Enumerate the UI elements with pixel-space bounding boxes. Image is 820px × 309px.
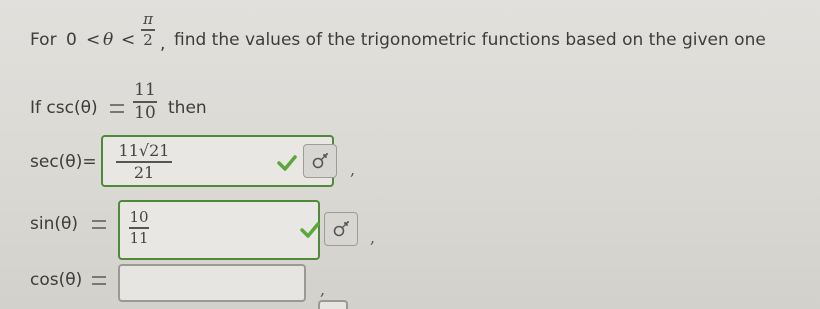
prompt-comma: , [160,34,166,54]
check-icon [277,155,297,171]
equals-sign [110,104,124,113]
sin-answer-numerator: 10 [129,208,149,226]
equals-sign [92,220,106,229]
given-then: then [168,98,207,118]
cos-answer-box[interactable] [118,264,306,302]
cos-math-keypad-button[interactable] [318,300,348,309]
sin-math-keypad-button[interactable] [324,212,358,246]
sec-label: sec(θ)= [30,152,97,172]
sin-answer-fraction [128,210,150,246]
prompt-prefix: For [30,30,57,50]
check-icon [300,222,320,238]
math-keypad-icon [331,219,351,239]
given-numerator: 11 [134,80,156,100]
given-fraction [132,82,158,122]
prompt-lt-2: < [121,30,136,50]
sec-math-keypad-button[interactable] [303,144,337,178]
prompt-lt-1: < [86,30,101,50]
sin-answer-denominator: 11 [129,228,149,247]
sec-answer-box[interactable] [101,135,334,187]
sec-answer-fraction [115,143,173,181]
trailing-comma: , [320,280,326,299]
prompt-text: find the values of the trigonometric functions based on the given one [174,30,766,50]
pi-symbol: π [143,10,153,28]
given-label: If csc(θ) [30,98,98,118]
two-denominator: 2 [143,30,153,49]
given-denominator: 10 [134,102,156,123]
sec-answer-numerator: 11√21 [118,141,170,160]
prompt-theta: θ [103,30,114,50]
equals-sign [92,276,106,285]
sin-answer-box[interactable] [118,200,320,260]
pi-over-two-fraction [140,12,156,48]
prompt-zero: 0 [66,30,77,50]
sec-answer-denominator: 21 [133,162,155,182]
sin-label: sin(θ) [30,214,79,234]
math-keypad-icon [310,151,330,171]
trailing-comma: , [350,160,356,179]
cos-label: cos(θ) [30,270,83,290]
trailing-comma: , [370,228,376,247]
